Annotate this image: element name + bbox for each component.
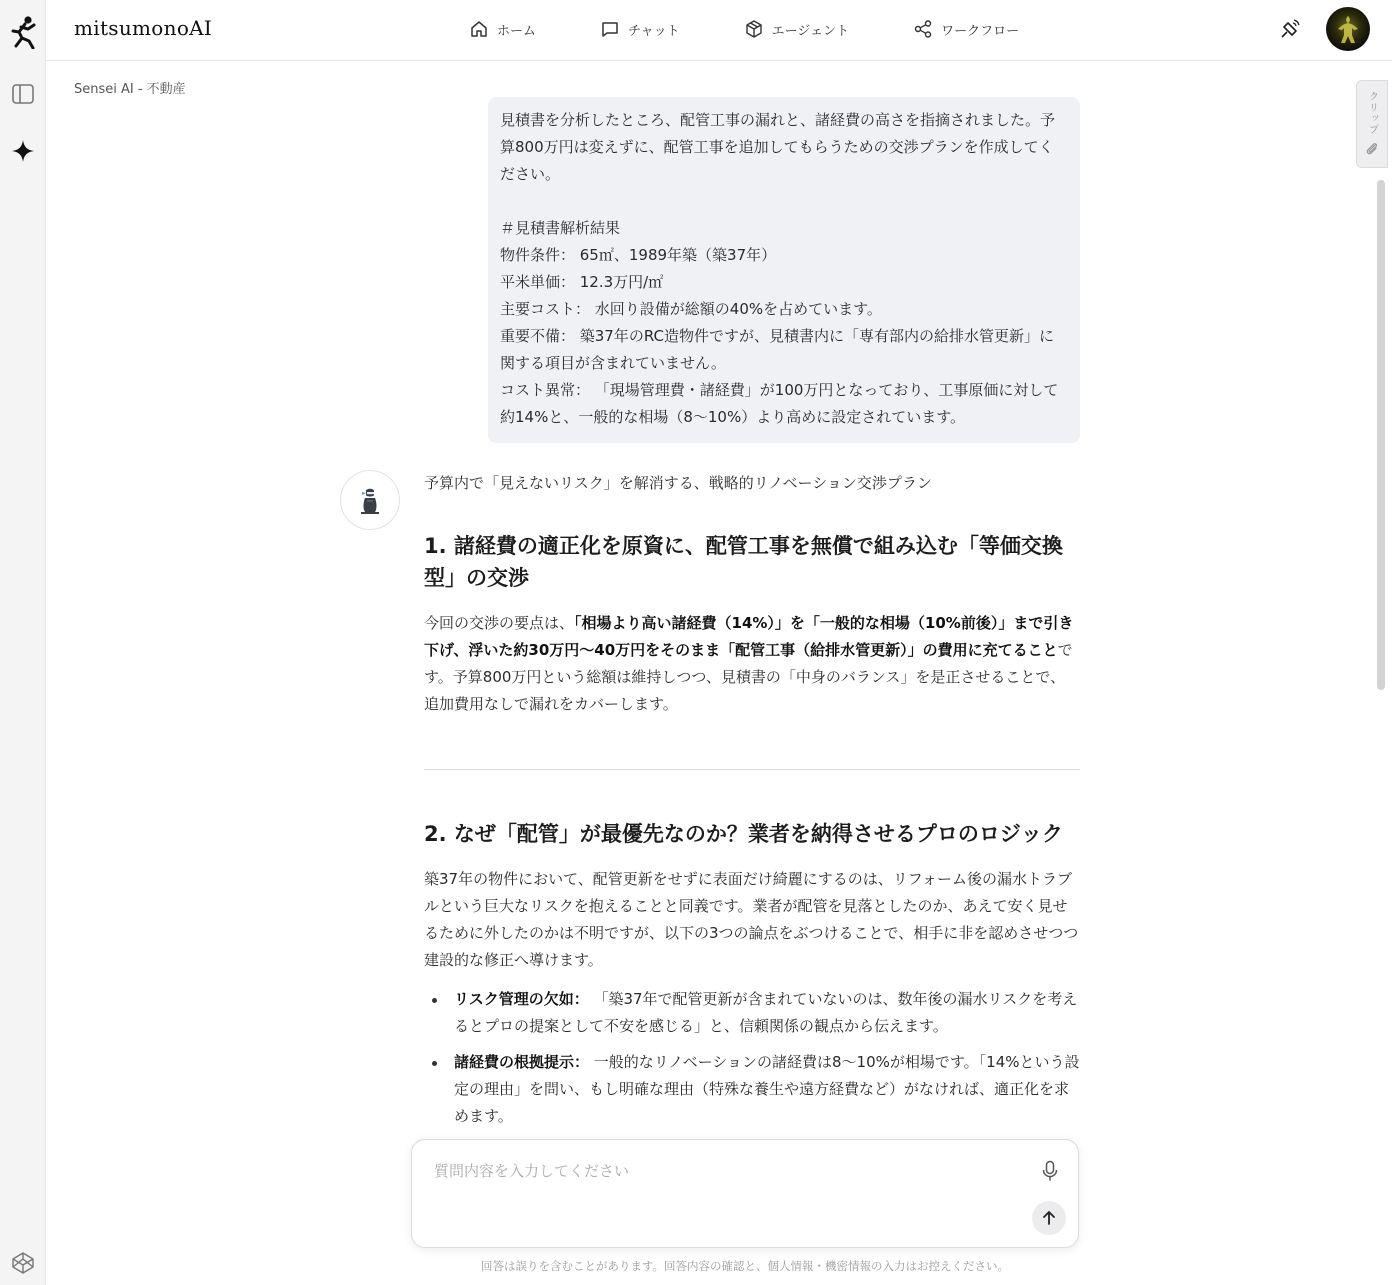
user-message-text: 見積書を分析したところ、配管工事の漏れと、諸経費の高さを指摘されました。予算800万円は変えずに、配管工事を追加してもらうための交渉プランを作成してください。 ＃見積書解析結果 物件条件： 65㎡、1989年築（築37年） 平米単価： 12.3万円/㎡ 主要コスト： 水回り設備が総額の40%を占めています。 重要不備： 築37年のRC造物件ですが、見積書内に「専有部内の給排水管更新」に関する項目が含まれていません。 コスト異常： 「現場管理費・諸経費」が100万円となっており、工事原価に対して約14%と、一般的な相場（8〜10%）より高めに設定されています。 (500, 111, 1059, 426)
answer-heading-2: 2. なぜ「配管」が最優先なのか？業者を納得させるプロのロジック (424, 822, 1063, 846)
list-item (424, 986, 1080, 1040)
share-icon (913, 19, 933, 39)
home-icon (469, 19, 489, 39)
send-button[interactable] (1032, 1201, 1066, 1235)
main-nav (469, 17, 1083, 41)
question-input[interactable] (434, 1160, 1014, 1200)
section-divider (424, 769, 1080, 770)
top-header (46, 0, 1392, 61)
microphone-button[interactable] (1038, 1159, 1062, 1183)
bullet-text: 「築37年で配管更新が含まれていないのは、数年後の漏水リスクを考えるとプロの提案として不安を感じる」と、信頼関係の観点から伝えます。 (454, 990, 1078, 1035)
list-item (424, 1049, 1080, 1130)
sparkle-icon[interactable] (0, 136, 46, 166)
user-avatar[interactable] (1326, 7, 1370, 51)
clip-panel-tab[interactable] (1356, 80, 1388, 168)
nav-chat[interactable] (600, 17, 680, 41)
runner-logo-icon[interactable] (0, 12, 46, 52)
cube-icon (744, 19, 764, 39)
nav-workflow[interactable] (913, 17, 1019, 41)
nav-home[interactable] (469, 17, 536, 41)
nav-agent[interactable] (744, 17, 849, 41)
bullet-title: 諸経費の根拠提示： (454, 1053, 590, 1071)
microphone-icon (1041, 1160, 1059, 1182)
paperclip-icon (1365, 141, 1379, 157)
answer-paragraph-2: 築37年の物件において、配管更新をせずに表面だけ綺麗にするのは、リフォーム後の漏水トラブルという巨大なリスクを抱えることと同義です。業者が配管を見落としたのか、あえて安く見せるために外したのかは不明ですが、以下の3つの論点をぶつけることで、相手に非を認めさせつつ建設的な修正へ導けます。 (424, 870, 1079, 969)
chat-icon (600, 19, 620, 39)
ninja-bot-icon (353, 483, 387, 517)
chat-scrollbar[interactable] (1377, 180, 1385, 690)
sidebar-toggle-icon[interactable] (0, 80, 46, 108)
answer-p1-prefix: 今回の交渉の要点は、 (424, 614, 575, 632)
answer-intro: 予算内で「見えないリスク」を解消する、戦略的リノベーション交渉プラン (424, 474, 932, 492)
answer-bullet-list (424, 986, 1080, 1130)
nav-agent-label: エージェント (771, 23, 850, 39)
breadcrumb[interactable]: Sensei AI - 不動産 (74, 82, 186, 97)
chat-input-box (411, 1139, 1079, 1248)
answer-heading-1: 1. 諸経費の適正化を原資に、配管工事を無償で組み込む「等価交換型」の交渉 (424, 534, 1063, 590)
nav-home-label: ホーム (497, 23, 537, 39)
disclaimer-text: 回答は誤りを含むことがあります。回答内容の確認と、個人情報・機密情報の入力はお控えください。 (480, 1259, 1010, 1273)
nav-chat-label: チャット (628, 23, 680, 39)
clip-tab-label: クリップ (1366, 91, 1378, 135)
chat-thread (46, 61, 1377, 1131)
assistant-answer (424, 470, 1080, 1131)
answer-p1-suffix: です。予算800万円という総額は維持しつつ、見積書の「中身のバランス」を是正させることで、追加費用なしで漏れをカバーします。 (424, 641, 1073, 713)
arrow-up-icon (1041, 1210, 1057, 1226)
user-message-bubble (488, 97, 1080, 443)
satellite-icon[interactable] (1278, 17, 1302, 41)
nav-workflow-label: ワークフロー (941, 23, 1020, 39)
assistant-avatar (340, 470, 400, 530)
bullet-title: リスク管理の欠如： (454, 990, 589, 1008)
left-rail (0, 0, 46, 1285)
brand-title[interactable]: mitsumonoAI (74, 16, 213, 40)
answer-paragraph-1 (424, 610, 1080, 718)
answer-p1-bold: 「相場より高い諸経費（14%）」を「一般的な相場（10%前後）」まで引き下げ、浮いた約30万円〜40万円をそのまま「配管工事（給排水管更新）」の費用に充てること (424, 614, 1074, 659)
bullet-text: 一般的なリノベーションの諸経費は8〜10%が相場です。「14%という設定の理由」を問い、もし明確な理由（特殊な養生や遠方経費など）がなければ、適正化を求めます。 (454, 1053, 1080, 1125)
